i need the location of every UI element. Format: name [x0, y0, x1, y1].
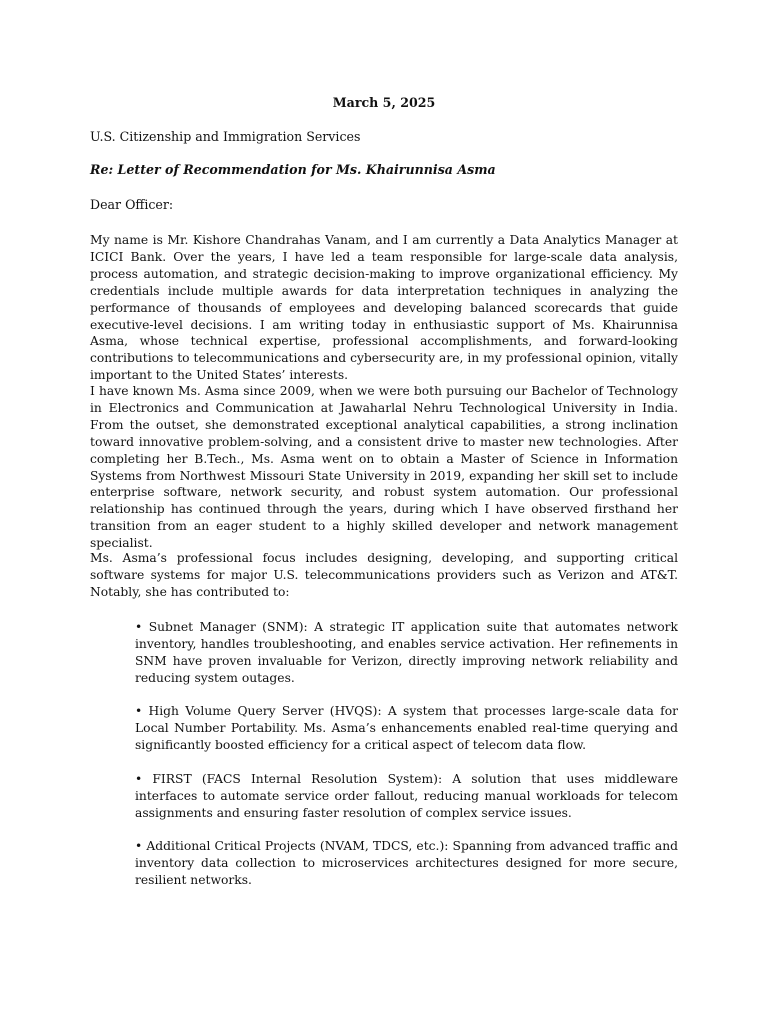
paragraph-introduction: My name is Mr. Kishore Chandrahas Vanam, and I am currently a Data Analytics Manager at ICICI Bank. Over the years, I have led a team responsible for large-scale data analysis, process automation, and strategic decision-making to improve organizational efficiency. My credentials include multiple awards for data interpretation techniques in analyzing the performance of thousands of employees and developing balanced scorecards that guide executive-level decisions. I am writing today in enthusiastic support of Ms. Khairunnisa Asma, whose technical expertise, professional accomplishments, and forward-looking contributions to telecommunications and cybersecurity are, in my professional opinion, vitally important to the United States’ interests.: [90, 233, 678, 383]
salutation: Dear Officer:: [90, 197, 174, 212]
recipient-line: U.S. Citizenship and Immigration Services: [90, 129, 361, 144]
bullet-item-first: • FIRST (FACS Internal Resolution System): A solution that uses middleware interfaces to automate service order fallout, reducing manual workloads for telecom assignments and ensuring faster resolution of complex service issues.: [135, 772, 678, 820]
bullet-item-additional-projects: • Additional Critical Projects (NVAM, TDCS, etc.): Spanning from advanced traffic and inventory data collection to microservices architectures designed for more secure, resilient networks.: [135, 839, 678, 887]
bullet-item-hvqs: • High Volume Query Server (HVQS): A system that processes large-scale data for Local Number Portability. Ms. Asma’s enhancements enabled real-time querying and significantly boosted efficiency for a critical aspect of telecom data flow.: [135, 704, 678, 752]
subject-line: Re: Letter of Recommendation for Ms. Khairunnisa Asma: [90, 162, 496, 177]
paragraph-background: I have known Ms. Asma since 2009, when we were both pursuing our Bachelor of Technology in Electronics and Communication at Jawaharlal Nehru Technological University in India. From the outset, she demonstrated exceptional analytical capabilities, a strong inclination toward innovative problem-solving, and a consistent drive to master new technologies. After completing her B.Tech., Ms. Asma went on to obtain a Master of Science in Information Systems from Northwest Missouri State University in 2019, expanding her skill set to include enterprise software, network security, and robust system automation. Our professional relationship has continued through the years, during which I have observed firsthand her transition from an eager student to a highly skilled developer and network management specialist.: [90, 384, 678, 551]
paragraph-contributions-intro: Ms. Asma’s professional focus includes designing, developing, and supporting critical software systems for major U.S. telecommunications providers such as Verizon and AT&T. Notably, she has contributed to:: [90, 551, 678, 599]
bullet-item-snm: • Subnet Manager (SNM): A strategic IT application suite that automates network inventory, handles troubleshooting, and enables service activation. Her refinements in SNM have proven invaluable for Verizon, directly improving network reliability and reducing system outages.: [135, 620, 678, 685]
letter-date: March 5, 2025: [332, 95, 436, 110]
